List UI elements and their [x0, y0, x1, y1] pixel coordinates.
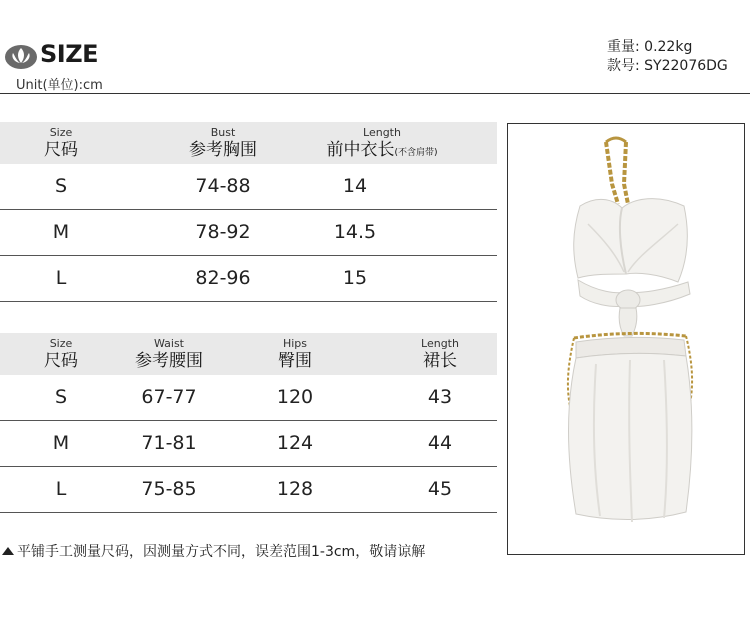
top-header-bust: Bust 参考胸围	[189, 126, 257, 160]
hips-cell: 128	[276, 478, 314, 500]
bottom-table-header	[0, 333, 497, 375]
triangle-up-icon	[2, 547, 14, 555]
strap-excluded-note: (不含肩带)	[394, 148, 438, 158]
length-cell: 14	[342, 175, 368, 197]
bottom-size-table	[0, 333, 497, 513]
top-header-length: Length 前中衣长(不含肩带)	[326, 126, 438, 160]
bust-cell: 74-88	[195, 175, 251, 197]
top-header-size: Size 尺码	[44, 126, 78, 160]
bottom-header-size: Size 尺码	[44, 337, 78, 371]
skirt-length-cell: 44	[427, 432, 453, 454]
waist-cell: 67-77	[141, 386, 197, 408]
measurement-note-text: 平铺手工测量尺码，因测量方式不同，误差范围1-3cm，敬请谅解	[17, 544, 426, 560]
table-row	[0, 164, 497, 210]
weight-label: 重量: 0.22kg	[607, 39, 693, 55]
unit-label: Unit(单位):cm	[16, 78, 103, 93]
table-row	[0, 421, 497, 467]
length-cell: 15	[342, 267, 368, 289]
bottom-header-waist: Waist 参考腰围	[135, 337, 203, 371]
bottom-header-length: Length 裙长	[421, 337, 459, 371]
skirt-length-cell: 45	[427, 478, 453, 500]
style-number-label: 款号: SY22076DG	[607, 58, 728, 74]
top-size-table	[0, 122, 497, 302]
table-row	[0, 256, 497, 302]
header-divider	[0, 93, 750, 94]
size-cell: S	[54, 386, 68, 408]
bust-cell: 82-96	[195, 267, 251, 289]
halter-top-skirt-set-illustration	[508, 124, 744, 554]
hips-cell: 124	[276, 432, 314, 454]
hips-cell: 120	[276, 386, 314, 408]
bust-cell: 78-92	[195, 221, 251, 243]
waist-cell: 75-85	[141, 478, 197, 500]
lotus-logo-icon	[4, 43, 38, 71]
size-title: SIZE	[40, 40, 99, 68]
size-cell: M	[52, 221, 70, 243]
table-row	[0, 375, 497, 421]
size-cell: S	[54, 175, 68, 197]
skirt-length-cell: 43	[427, 386, 453, 408]
waist-cell: 71-81	[141, 432, 197, 454]
length-cell: 14.5	[333, 221, 377, 243]
size-cell: L	[55, 478, 67, 500]
size-cell: M	[52, 432, 70, 454]
table-row	[0, 210, 497, 256]
measurement-note	[2, 541, 425, 561]
product-photo	[507, 123, 745, 555]
table-row	[0, 467, 497, 513]
bottom-header-hips: Hips 臀围	[278, 337, 312, 371]
size-cell: L	[55, 267, 67, 289]
top-table-header	[0, 122, 497, 164]
